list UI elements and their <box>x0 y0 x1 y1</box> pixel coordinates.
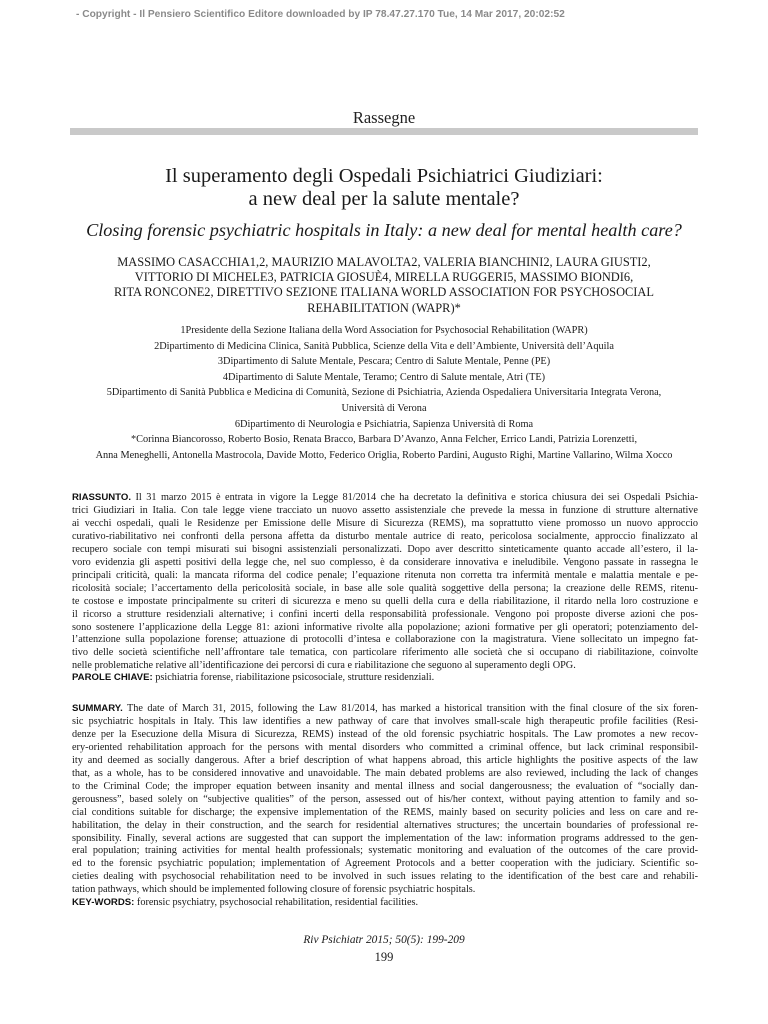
page-number: 199 <box>374 950 394 964</box>
section-heading: Rassegne <box>352 108 416 127</box>
riassunto-line: nelle problematiche relative all’identificazione dei percorsi di cura e riabilitazione che seguono al superamento degli OPG. <box>72 660 576 672</box>
authors-line: VITTORIO DI MICHELE3, PATRICIA GIOSUÈ4, MIRELLA RUGGERI5, MASSIMO BIONDI6, <box>134 270 634 285</box>
affiliation-line: Università di Verona <box>341 402 427 414</box>
summary-line: cieties dealing with psychosocial rehabilitation need to be involved in such issues relating to the identification of the best care and rehabili- <box>72 871 698 883</box>
riassunto-text: Il 31 marzo 2015 è entrata in vigore la Legge 81/2014 che ha decretato la definitiva e storica chiusura dei sei Ospedali Psichia- <box>131 492 698 503</box>
authors-line: MASSIMO CASACCHIA1,2, MAURIZIO MALAVOLTA2, VALERIA BIANCHINI2, LAURA GIUSTI2, <box>117 255 651 269</box>
riassunto-line: ai vecchi ospedali, quali le Residenze per Emissione delle Misure di Sicurezza (REMS), ma soprattutto viene promosso un nuovo approccio <box>72 517 698 529</box>
summary-line <box>72 703 698 716</box>
summary-block <box>72 703 698 897</box>
section-rule <box>70 128 698 135</box>
keywords-text: forensic psychiatry, psychosocial rehabilitation, residential facilities. <box>134 897 419 908</box>
summary-text: The date of March 31, 2015, following the Law 81/2014, has marked a historical transition with the final closure of the six foren- <box>122 703 698 714</box>
summary-line: sponsibility. Finally, several actions are suggested that can support the implementation of the law: information programs addressed to the gen- <box>72 832 698 844</box>
title-line: a new deal per la salute mentale? <box>248 188 520 210</box>
affiliation-line: 4Dipartimento di Salute Mentale, Teramo; Centro di Salute mentale, Atri (TE) <box>222 371 546 383</box>
riassunto-block <box>72 492 698 673</box>
copyright-notice: - Copyright - Il Pensiero Scientifico Editore downloaded by IP 78.47.27.170 Tue, 14 Mar 2017, 20:02:52 <box>76 9 565 20</box>
riassunto-label: RIASSUNTO. <box>72 492 131 503</box>
summary-line: sic psychiatric hospitals in Italy. This law identifies a new pathway of care that involves small-scale high therapeutic profile facilities (Resi- <box>72 715 698 727</box>
riassunto-line: trici Giudiziari in Italia. Con tale legge viene tracciato un nuovo assetto assistenziale che prevede la messa in funzione di strutture alternative <box>72 504 698 516</box>
summary-line: ed to the forensic psychiatric population; implementation of Agreement Protocols and a better cooperation with the judiciary. Scientific so- <box>72 858 698 870</box>
riassunto-line: ricolosità sociale; l’accertamento della pericolosità sociale, in base alle sole qualità soggettive della persona; la creazione delle REMS, ritenu- <box>72 582 698 594</box>
affiliation-line: *Corinna Biancorosso, Roberto Bosio, Renata Bracco, Barbara D’Avanzo, Anna Felcher, Errico Landi, Patrizia Lorenzetti, <box>130 434 638 446</box>
riassunto-line: sono sostenere l’applicazione della Legge 81: azioni informative rivolte alla popolazione; azioni formative per gli operatori; potenziamento del- <box>72 621 698 633</box>
affiliation-line: 1Presidente della Sezione Italiana della Word Association for Psychosocial Rehabilitation (WAPR) <box>180 325 588 336</box>
riassunto-line: recupero sociale con tempi misurati sui bisogni assistenziali personalizzati. Dopo aver descritto sinteticamente quanto accade all’estero, il la- <box>72 543 698 555</box>
affiliations-block <box>40 323 728 463</box>
summary-line: that, as a whole, has to be considered innovative and unavoidable. The main debated problems are also reviewed, including the lack of changes <box>72 767 698 779</box>
summary-line: habilitation, the delay in their construction, and the search for residential alternatives structures; the uncertain boundaries of professional re- <box>72 819 698 831</box>
authors-block <box>60 255 708 316</box>
parole-chiave-label: PAROLE CHIAVE: <box>72 672 153 683</box>
riassunto-line: l’attenzione sulla popolazione forense; attuazione di protocolli d’intesa e collaborazione con la magistratura. Viene sollecitato un impegno fat- <box>72 634 698 646</box>
summary-line: gerousness”, based solely on “subjective qualities” of the person, assessed out of his/her context, without paying attention to family and so- <box>72 793 698 805</box>
parole-chiave-block <box>72 672 698 685</box>
affiliation-line: 6Dipartimento di Neurologia e Psichiatria, Sapienza Università di Roma <box>234 418 534 430</box>
summary-line: to the Criminal Code; the improper equation between insanity and mental illness and social dangerousness; the evaluation of “socially dan- <box>72 780 698 792</box>
summary-line: ery-oriented rehabilitation approach for the persons with mental disorders who committed a criminal offence, but lack criminal responsibil- <box>72 741 698 753</box>
riassunto-line: te costose e impostate principalmente su criteri di sicurezza e meno su quelli della cura e della riabilitazione, il ritardo nella loro costruzione e <box>72 595 698 607</box>
journal-citation: Riv Psichiatr 2015; 50(5): 199-209 <box>303 934 465 946</box>
summary-line: ity and deemed as socially dangerous. After a brief description of what happens abroad, this article highlights the positive aspects of the law <box>72 754 698 766</box>
keywords-line <box>72 897 698 910</box>
title-line: Il superamento degli Ospedali Psichiatrici Giudiziari: <box>165 165 603 187</box>
authors-line: REHABILITATION (WAPR)* <box>307 300 461 315</box>
affiliation-line: 3Dipartimento di Salute Mentale, Pescara; Centro di Salute Mentale, Penne (PE) <box>217 356 551 368</box>
affiliation-line: Anna Meneghelli, Antonella Mastrocola, Davide Motto, Federico Origlia, Roberto Pardini, Augusto Righi, Martine Vallarino, Wilma Xocco <box>95 449 673 461</box>
summary-line: tation pathways, which should be implemented following closure of forensic psychiatric hospitals. <box>72 884 476 896</box>
affiliation-line: 2Dipartimento di Medicina Clinica, Sanità Pubblica, Scienze della Vita e dell’Ambiente, Università dell’Aquila <box>154 340 614 352</box>
parole-chiave-line <box>72 672 698 685</box>
riassunto-line: voro evidenzia gli aspetti positivi della legge che, nel suo complesso, è da considerare innovativa e ineludibile. Vengono passate in rassegna le <box>72 556 698 568</box>
authors-line: RITA RONCONE2, DIRETTIVO SEZIONE ITALIANA WORLD ASSOCIATION FOR PSYCHOSOCIAL <box>114 285 654 300</box>
english-title: Closing forensic psychiatric hospitals in Italy: a new deal for mental health care? <box>86 220 682 240</box>
riassunto-line: il ricorso a strutture residenziali alternative; i confini incerti della responsabilità professionale. Vengono poi proposte diverse azioni che pos- <box>72 608 698 620</box>
riassunto-line: curativo-riabilitativo nei confronti della persona affetta da disturbo mentale autrice di reato, pericolosa socialmente, approccio finalizzato al <box>72 530 698 542</box>
riassunto-line <box>72 492 698 505</box>
affiliation-line: 5Dipartimento di Sanità Pubblica e Medicina di Comunità, Sezione di Psichiatria, Azienda Ospedaliera Universitaria Integrata Verona, <box>106 387 662 399</box>
riassunto-line: tivo delle società scientifiche nell’affrontare tale tematica, con particolare riferimento alle società che si occupano di riabilitazione, coinvolte <box>72 647 698 659</box>
keywords-block <box>72 897 698 910</box>
article-title <box>60 165 708 211</box>
summary-line: eral population; training activities for mental health professionals; systematic monitoring and evaluation of the outcomes of the care provid- <box>72 845 698 857</box>
parole-chiave-text: psichiatria forense, riabilitazione psicosociale, strutture residenziali. <box>152 672 435 683</box>
summary-line: cial conditions suitable for discharge; the expensive implementation of the REMS, mainly based on security policies and less on care and re- <box>72 806 698 818</box>
summary-label: SUMMARY. <box>72 703 123 714</box>
summary-line: denze per la Esecuzione della Misura di Sicurezza, REMS) instead of the old forensic psychiatric hospitals. The Law promotes a new recov- <box>72 728 698 740</box>
keywords-label: KEY-WORDS: <box>72 897 135 908</box>
riassunto-line: principali criticità, quali: la mancata riforma del codice penale; l’equazione ritenuta non corretta tra infermità mentale e malattia mentale e pe- <box>72 569 698 581</box>
